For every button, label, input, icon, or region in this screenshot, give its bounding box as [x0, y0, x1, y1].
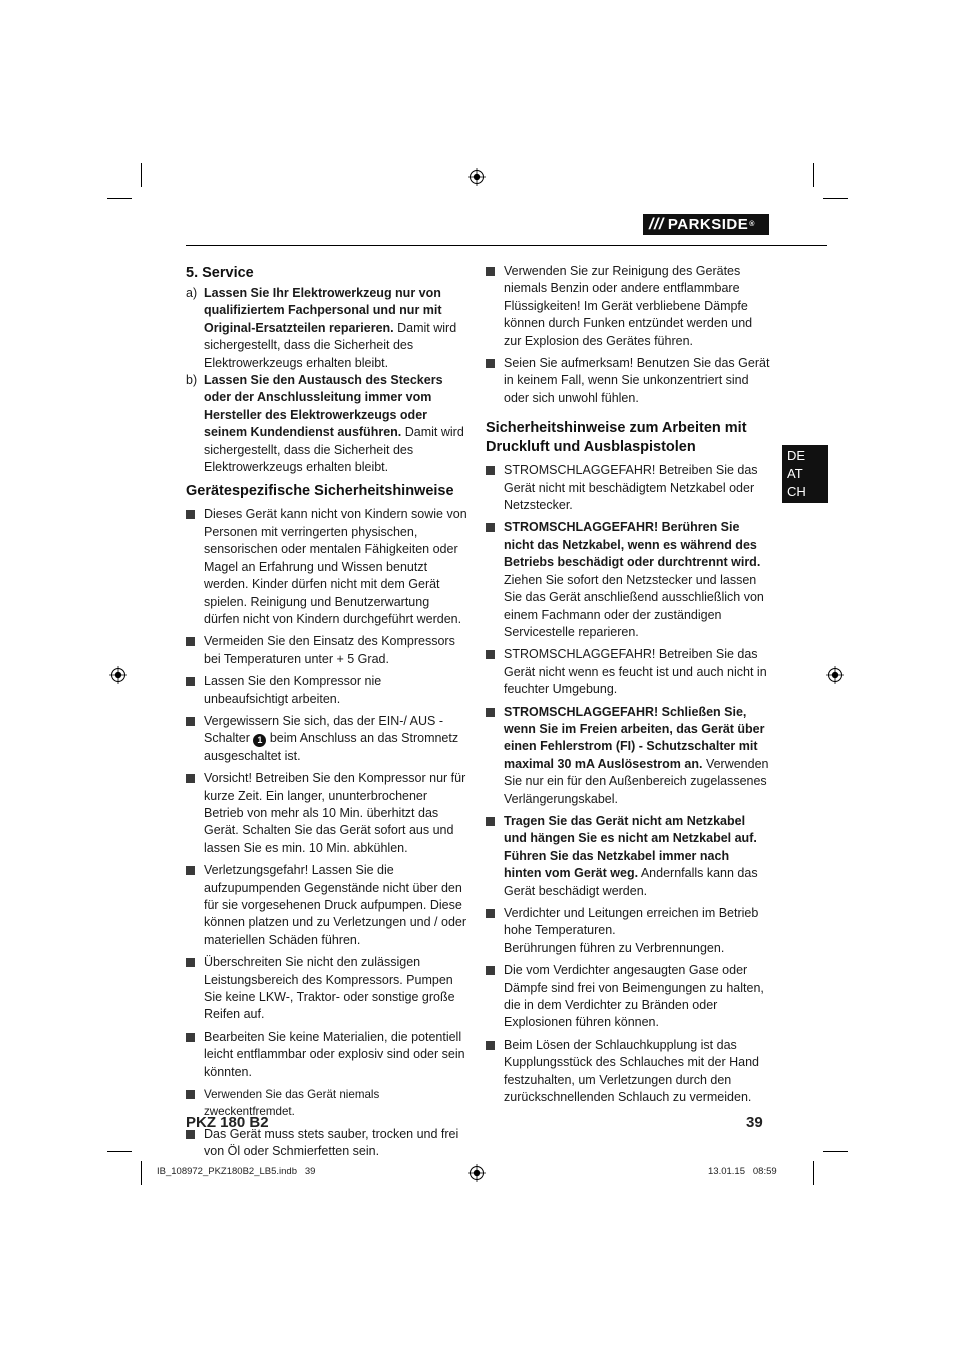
- bullet-square-icon: [186, 637, 195, 646]
- part-number-badge: 1: [253, 734, 266, 747]
- list-item: [486, 462, 770, 514]
- item-text: [504, 519, 770, 641]
- bullet-square-icon: [186, 774, 195, 783]
- item-bold: Tragen Sie das Gerät nicht am Netzkabel und hängen Sie es nicht am Netzkabel auf. Führen Sie das Netzkabel immer nach hinten vom Gerät weg.: [504, 813, 757, 881]
- list-item: [186, 862, 468, 949]
- page-number: 39: [746, 1114, 763, 1131]
- item-text: Das Gerät muss stets sauber, trocken und frei von Öl oder Schmierfetten sein.: [204, 1126, 459, 1159]
- subtitle-device-safety: Gerätespezifische Sicherheitshinweise: [186, 483, 454, 500]
- bullet-square-icon: [186, 1033, 195, 1042]
- right-column: [486, 263, 770, 1111]
- item-bold: STROMSCHLAGGEFAHR! Schließen Sie, wenn Sie im Freien arbeiten, das Gerät über einen Fehlerstrom (FI) - Schutzschalter mit maximal 30 mA Auslösestrom an.: [504, 704, 765, 771]
- crop-mark: [107, 1151, 132, 1152]
- list-item: [486, 704, 770, 808]
- registration-mark-icon: [468, 1164, 486, 1182]
- bullet-square-icon: [186, 677, 195, 686]
- header-rule: [186, 245, 827, 246]
- bullet-square-icon: [186, 717, 195, 726]
- list-item: [486, 1037, 770, 1107]
- item-plain: Berührungen führen zu Verbrennungen.: [504, 940, 725, 955]
- left-column: [186, 264, 468, 1166]
- item-text: Verwenden Sie das Gerät niemals zweckentfremdet.: [204, 1088, 380, 1119]
- bullet-square-icon: [186, 1090, 195, 1099]
- list-item: [186, 770, 468, 857]
- item-text: [504, 905, 770, 957]
- bullet-square-icon: [486, 267, 495, 276]
- item-text: Verwenden Sie zur Reinigung des Gerätes niemals Benzin oder andere entflammbare Flüssigkeiten! Im Gerät verbliebene Dämpfe können durch Funken entzündet werden und zur Explosion des Gerätes führen.: [504, 264, 753, 348]
- slug-filename: IB_108972_PKZ180B2_LB5.indb 39: [157, 1166, 316, 1177]
- logo-registered-mark: ®: [749, 221, 755, 228]
- crop-mark: [823, 198, 848, 199]
- item-text: Vermeiden Sie den Einsatz des Kompressors bei Temperaturen unter + 5 Grad.: [204, 634, 455, 666]
- list-item: [186, 1029, 468, 1081]
- bullet-square-icon: [486, 966, 495, 975]
- list-item: [486, 263, 770, 350]
- list-item: [486, 355, 770, 407]
- bullet-square-icon: [486, 523, 495, 532]
- list-item: [186, 673, 468, 708]
- lang-at: AT: [787, 466, 803, 481]
- bullet-square-icon: [186, 510, 195, 519]
- lang-de: DE: [787, 448, 806, 463]
- item-plain: Verdichter und Leitungen erreichen im Betrieb hohe Temperaturen.: [504, 906, 759, 938]
- item-text: Seien Sie aufmerksam! Benutzen Sie das Gerät in keinem Fall, wenn Sie unkonzentriert sind oder sich unwohl fühlen.: [504, 356, 770, 405]
- item-text: [504, 704, 770, 808]
- item-text: Beim Lösen der Schlauchkupplung ist das Kupplungsstück des Schlauches mit der Hand festzuhalten, um Verletzungen durch den zurückschnellenden Schlauch zu vermeiden.: [504, 1037, 760, 1105]
- item-text: STROMSCHLAGGEFAHR! Betreiben Sie das Gerät nicht wenn es feucht ist und auch nicht in feuchter Umgebung.: [504, 647, 767, 697]
- bullet-square-icon: [486, 708, 495, 717]
- bullet-square-icon: [486, 817, 495, 826]
- item-bold: Lassen Sie Ihr Elektrowerkzeug nur von qualifiziertem Fachpersonal und nur mit Original-Ersatzteilen reparieren.: [204, 286, 442, 335]
- bullet-square-icon: [186, 866, 195, 875]
- crop-mark: [107, 198, 132, 199]
- item-bold: Lassen Sie den Austausch des Steckers oder der Anschlussleitung immer vom Hersteller des Elektrowerkzeugs oder seinem Kundendienst ausführen.: [204, 373, 443, 440]
- subtitle-compressed-air: Sicherheitshinweise zum Arbeiten mit Druckluft und Ausblaspistolen: [486, 420, 747, 456]
- list-item: [486, 519, 770, 641]
- item-plain: Damit wird sichergestellt, dass die Sicherheit des Elektrowerkzeugs erhalten bleibt.: [204, 425, 464, 475]
- item-plain: Vergewissern Sie sich, das der EIN-/ AUS - Schalter: [204, 713, 443, 746]
- list-item: [186, 633, 468, 668]
- item-text: [204, 372, 468, 476]
- list-item: [186, 1126, 468, 1161]
- bullet-square-icon: [486, 359, 495, 368]
- item-bold: STROMSCHLAGGEFAHR! Berühren Sie nicht das Netzkabel, wenn es während des Betriebs beschädigt oder durchtrennt wird.: [504, 520, 761, 570]
- logo-text: PARKSIDE: [667, 216, 749, 233]
- footer-model: PKZ 180 B2: [186, 1114, 269, 1131]
- item-plain: Ziehen Sie sofort den Netzstecker und lassen Sie das Gerät anschließend ausschließlich von einem Fachmann oder der zuständigen Servicestelle reparieren.: [504, 572, 764, 639]
- item-text: [204, 285, 468, 372]
- bullet-square-icon: [486, 650, 495, 659]
- bullet-square-icon: [186, 958, 195, 967]
- crop-mark: [141, 1161, 142, 1185]
- registration-mark-icon: [826, 666, 844, 684]
- logo-slashes: ///: [649, 215, 664, 233]
- item-plain: Damit wird sichergestellt, dass die Sicherheit des Elektrowerkzeugs erhalten bleibt.: [204, 320, 457, 370]
- list-item: [186, 506, 468, 628]
- crop-mark: [141, 163, 142, 187]
- item-text: Vorsicht! Betreiben Sie den Kompressor nur für kurze Zeit. Ein langer, ununterbrochener Betrieb von mehr als 10 Min. überhitzt das Gerät. Schalten Sie das Gerät sofort aus und lassen Sie es min. 10 Min. abkühlen.: [204, 771, 466, 855]
- list-item: [486, 813, 770, 900]
- item-text: Lassen Sie den Kompressor nie unbeaufsichtigt arbeiten.: [204, 674, 382, 706]
- service-item: [186, 285, 468, 372]
- service-item: [186, 372, 468, 476]
- item-text: Die vom Verdichter angesaugten Gase oder Dämpfe sind frei von Beimengungen zu halten, die in dem Verdichter zu Bränden oder Explosionen führen können.: [504, 963, 764, 1030]
- item-text: [204, 713, 468, 765]
- item-label: a): [186, 286, 198, 300]
- parkside-logo: [643, 214, 769, 235]
- item-text: Dieses Gerät kann nicht von Kindern sowie von Personen mit verringerten physischen, sensorischen oder mentalen Fähigkeiten oder Magel an Erfahrung und Wissen benutzt werden. Kinder dürfen nicht mit dem Gerät spielen. Reinigung und Benutzerwartung dürfen nicht von Kindern durchgeführt werden.: [204, 507, 467, 626]
- lang-ch: CH: [787, 484, 806, 499]
- list-item: [486, 962, 770, 1032]
- bullet-square-icon: [486, 466, 495, 475]
- item-text: STROMSCHLAGGEFAHR! Betreiben Sie das Gerät nicht mit beschädigtem Netzkabel oder Netzstecker.: [504, 463, 758, 513]
- bullet-square-icon: [186, 1130, 195, 1139]
- language-tab: [782, 445, 828, 503]
- item-text: Verletzungsgefahr! Lassen Sie die aufzupumpenden Gegenstände nicht über den für sie vorgesehenen Druck aufpumpen. Diese können platzen und zu Verletzungen und / oder materiellen Schäden führen.: [204, 863, 467, 947]
- item-text: [504, 813, 770, 900]
- bullet-square-icon: [486, 1041, 495, 1050]
- item-text: Bearbeiten Sie keine Materialien, die potentiell leicht entflammbar oder explosiv sind oder sein könnten.: [204, 1029, 465, 1079]
- item-text: Überschreiten Sie nicht den zulässigen Leistungsbereich des Kompressors. Pumpen Sie keine LKW-, Traktor- oder sonstige große Reifen auf.: [204, 955, 455, 1022]
- item-plain: Andernfalls kann das Gerät beschädigt werden.: [504, 866, 758, 898]
- list-item: [486, 905, 770, 957]
- registration-mark-icon: [109, 666, 127, 684]
- item-plain: beim Anschluss an das Stromnetz ausgeschaltet ist.: [204, 731, 459, 763]
- registration-mark-icon: [468, 168, 486, 186]
- item-label: b): [186, 373, 198, 388]
- crop-mark: [823, 1151, 848, 1152]
- crop-mark: [813, 1161, 814, 1185]
- list-item: [186, 713, 468, 765]
- list-item: [186, 954, 468, 1024]
- list-item: [486, 646, 770, 698]
- slug-datetime: 13.01.15 08:59: [708, 1166, 777, 1177]
- item-plain: Verwenden Sie nur ein für den Außenbereich zugelassenes Verlängerungskabel.: [504, 756, 769, 806]
- bullet-square-icon: [486, 909, 495, 918]
- crop-mark: [813, 163, 814, 187]
- section-title-service: 5. Service: [186, 265, 254, 281]
